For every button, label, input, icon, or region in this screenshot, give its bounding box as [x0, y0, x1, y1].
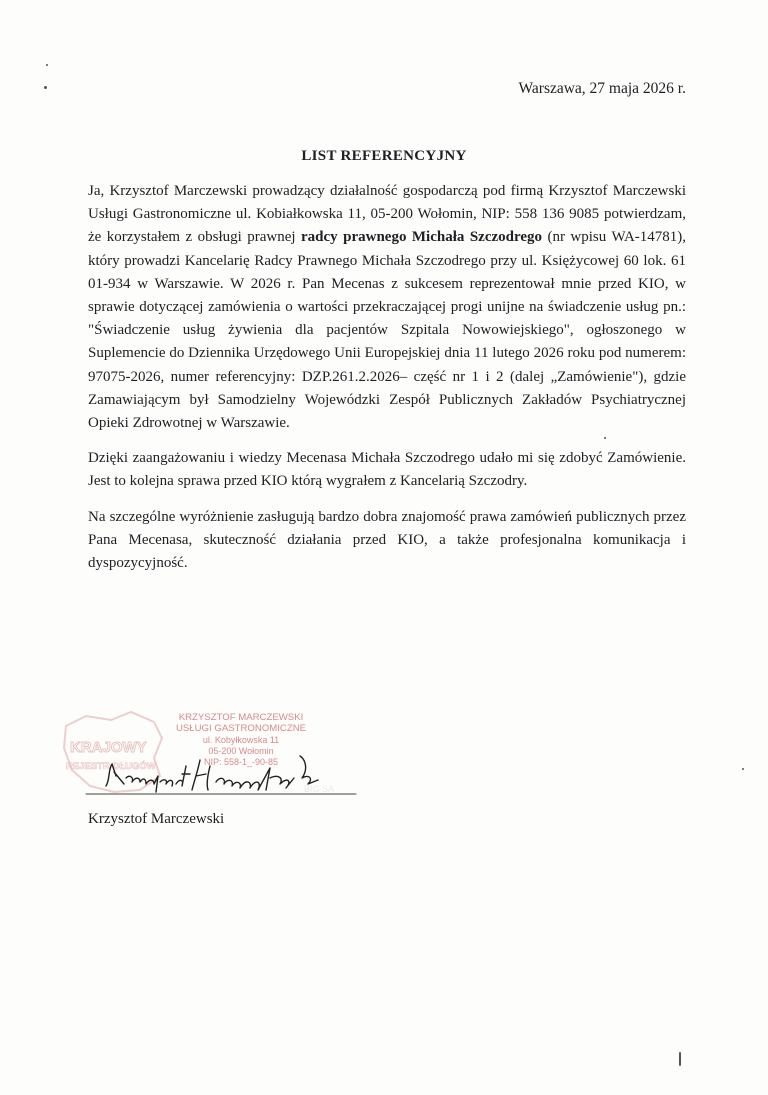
- stamp-line2: USŁUGI GASTRONOMICZNE: [175, 723, 307, 734]
- scan-speck: [742, 768, 744, 770]
- scan-speck: [604, 437, 606, 439]
- faint-stamp-line2: REJESTR DŁUGÓW: [66, 761, 156, 772]
- signer-name: Krzysztof Marczewski: [88, 811, 225, 827]
- faint-stamp-line3: BIG SA: [304, 784, 335, 794]
- company-stamp: [176, 712, 306, 767]
- scan-speck: [46, 64, 48, 66]
- scan-speck: [44, 86, 47, 89]
- letter-body: [88, 180, 686, 587]
- faint-stamp-line1: KRAJOWY: [70, 739, 147, 756]
- paragraph-1-part-b: (nr wpisu WA-14781), który prowadzi Kancelarię Radcy Prawnego Michała Szczodrego przy ul. Księżycowej 60 lok. 61 01-934 w Warszawie. W 2026 r. Pan Mecenas z sukcesem reprezentował mnie przed KIO, w sprawie dotyczącej zamówienia o wartości przekraczającej progi unijne na świadczenie usług pn.: "Świadczenie usług żywienia dla pacjentów Szpitala Nowowiejskiego", ogłoszonego w Suplemencie do Dziennika Urzędowego Unii Europejskiej dnia 11 lutego 2026 roku pod numerem: 97075-2026, numer referencyjny: DZP.261.2.2026– część nr 1 i 2 (dalej „Zamówienie"), gdzie Zamawiającym był Samodzielny Wojewódzki Zespół Publicznych Zakładów Psychiatrycznej Opieki Zdrowotnej w Warszawie.: [88, 229, 687, 432]
- paragraph-1: [88, 180, 686, 435]
- lawyer-name-bold: radcy prawnego Michała Szczodrego: [301, 229, 543, 246]
- document-date: Warszawa, 27 maja 2026 r.: [518, 80, 686, 97]
- stamp-line3: ul. Kobyłkowska 11: [202, 735, 280, 745]
- paragraph-2: Dzięki zaangażowaniu i wiedzy Mecenasa Michała Szczodrego udało mi się zdobyć Zamówienie. Jest to kolejna sprawa przed KIO którą wygrałem z Kancelarią Szczodry.: [88, 450, 686, 490]
- stamp-line1: KRZYSZTOF MARCZEWSKI: [178, 712, 304, 723]
- stamp-line5: NIP: 558-1_-90-85: [203, 757, 279, 767]
- stamp-and-signature: [56, 698, 376, 808]
- paragraph-1-part-a: Ja, Krzysztof Marczewski prowadzący działalność gospodarczą pod firmą Krzysztof Marczewski Usługi Gastronomiczne ul. Kobiałkowska 11, 05-200 Wołomin, NIP: 558 136 9085 potwierdzam, że korzystałem z obsługi prawnej: [88, 183, 686, 246]
- paragraph-3: Na szczególne wyróżnienie zasługują bardzo dobra znajomość prawa zamówień publicznych przez Pana Mecenasa, skuteczność działania przed KIO, a także profesjonalna komunikacja i dyspozycyjność.: [88, 508, 686, 572]
- scan-speck: [679, 1052, 681, 1066]
- stamp-svg: [56, 698, 376, 808]
- stamp-line4: 05-200 Wołomin: [208, 746, 274, 756]
- document-title: LIST REFERENCYJNY: [301, 148, 467, 164]
